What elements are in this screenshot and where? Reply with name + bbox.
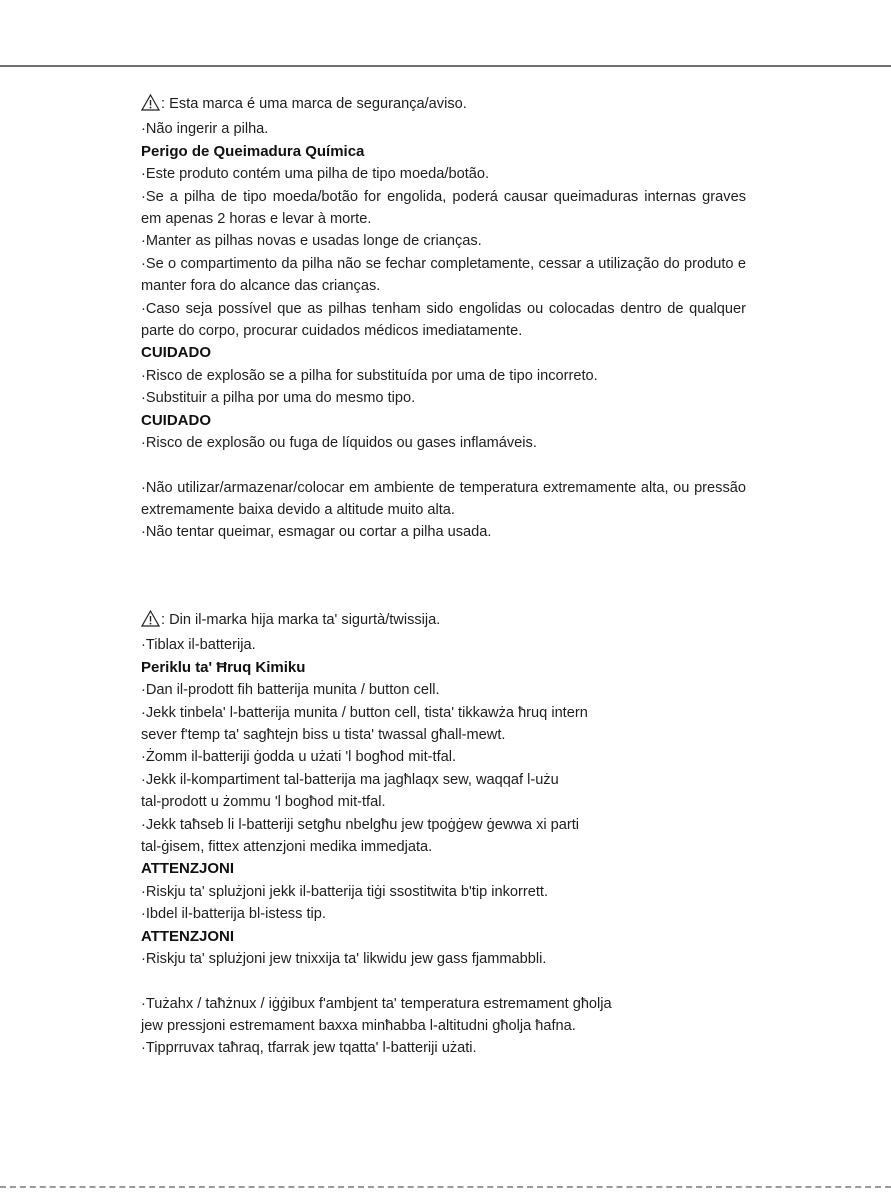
bottom-divider [0, 1186, 891, 1188]
keep-away: ·Manter as pilhas novas e usadas longe de crianças. [141, 233, 482, 250]
warning-triangle-icon [141, 94, 160, 118]
if-swallowed: ·Se a pilha de tipo moeda/botão for engolida, poderá causar queimaduras internas graves em apenas 2 horas e levar à morte. [141, 188, 746, 228]
warning-triangle-icon [141, 610, 160, 634]
caution-heading: CUIDADO [141, 411, 211, 429]
compartment-cont: tal-prodott u żommu 'l bogħod mit-tfal. [141, 794, 386, 811]
compartment: ·Se o compartimento da pilha não se fechar completamente, cessar a utilização do produto e manter fora do alcance das crianças. [141, 255, 746, 295]
contains-coin-cell: ·Este produto contém uma pilha de tipo moeda/botão. [141, 166, 490, 183]
explosion-incorrect: ·Riskju ta' splużjoni jekk il-batterija tiġi ssostitwita b'tip inkorrett. [141, 883, 549, 900]
warning-mark-line: : Din il-marka hija marka ta' sigurtà/twissija. [141, 609, 746, 634]
warning-mark-line: : Esta marca é uma marca de segurança/aviso. [141, 93, 746, 118]
keep-away: ·Żomm il-batteriji ġodda u użati 'l bogħod mit-tfal. [141, 749, 457, 766]
medical-help-cont: tal-ġisem, fittex attenzjoni medika immedjata. [141, 839, 433, 856]
if-swallowed-cont: sever f'temp ta' sagħtejn biss u tista' twassal għall-mewt. [141, 727, 506, 744]
no-burn-crush: ·Não tentar queimar, esmagar ou cortar a pilha usada. [141, 524, 492, 541]
replace-same-type: ·Ibdel il-batterija bl-istess tip. [141, 906, 326, 923]
no-extreme-conditions: ·Não utilizar/armazenar/colocar em ambiente de temperatura extremamente alta, ou pressão extremamente baixa devido a altitude muito alta. [141, 479, 746, 518]
no-extreme-conditions-cont: jew pressjoni estremament baxxa minħabba l-altitudni għolja ħafna. [141, 1017, 576, 1034]
explosion-incorrect: ·Risco de explosão se a pilha for substituída por uma de tipo incorreto. [141, 367, 598, 384]
explosion-leak: ·Riskju ta' splużjoni jew tnixxija ta' likwidu jew gass fjammabbli. [141, 951, 547, 968]
caution-heading: ATTENZJONI [141, 927, 235, 945]
explosion-leak: ·Risco de explosão ou fuga de líquidos ou gases inflamáveis. [141, 435, 537, 452]
caution-heading: CUIDADO [141, 344, 211, 362]
chem-burn-heading: Periklu ta' Ħruq Kimiku [141, 658, 306, 676]
medical-help: ·Jekk taħseb li l-batteriji setgħu nbelgħu jew tpoġġew ġewwa xi parti [141, 816, 580, 833]
no-ingest: ·Não ingerir a pilha. [141, 121, 269, 138]
if-swallowed: ·Jekk tinbela' l-batterija munita / button cell, tista' tikkawża ħruq intern [141, 704, 588, 721]
no-burn-crush: ·Tipprruvax taħraq, tfarrak jew tqatta' l-batteriji użati. [141, 1040, 477, 1057]
compartment: ·Jekk il-kompartiment tal-batterija ma jagħlaqx sew, waqqaf l-użu [141, 771, 559, 788]
chem-burn-heading: Perigo de Queimadura Química [141, 142, 365, 160]
replace-same-type: ·Substituir a pilha por uma do mesmo tipo. [141, 390, 416, 407]
contains-coin-cell: ·Dan il-prodott fih batterija munita / button cell. [141, 682, 440, 699]
caution-heading: ATTENZJONI [141, 860, 235, 878]
maltese-warnings [141, 609, 746, 1060]
top-divider [0, 65, 891, 67]
no-swallow: ·Tiblax il-batterija. [141, 637, 256, 654]
portuguese-warnings [141, 93, 746, 544]
no-extreme-conditions: ·Tużahx / taħżnux / iġġibux f'ambjent ta' temperatura estremament għolja [141, 995, 612, 1012]
medical-help: ·Caso seja possível que as pilhas tenham sido engolidas ou colocadas dentro de qualquer parte do corpo, procurar cuidados médicos imediatamente. [141, 300, 746, 340]
